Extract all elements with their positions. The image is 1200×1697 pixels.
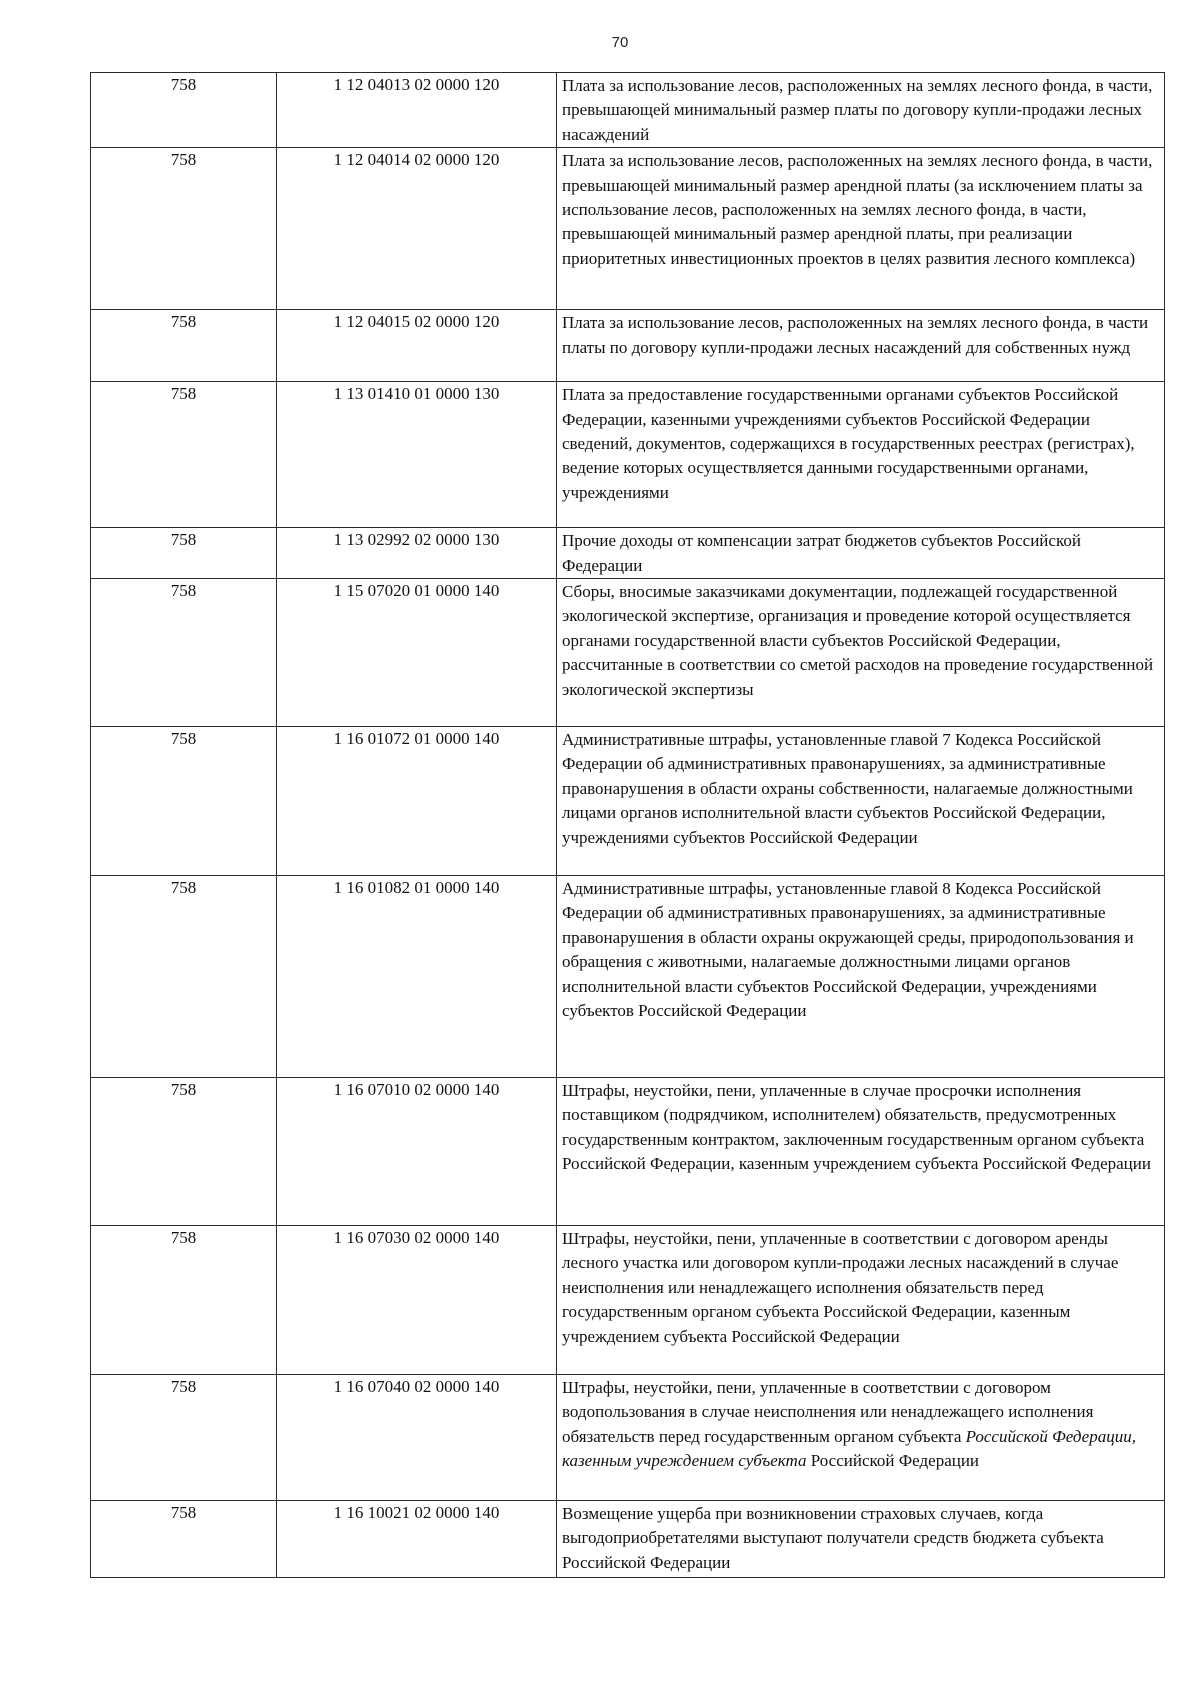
revenue-name-cell: Плата за предоставление государственными органами субъектов Российской Федерации, казенными учреждениями субъектов Российской Федерации сведений, документов, содержащихся в государственных реестрах (регистрах), ведение которых осуществляется данными государственными органами, учреждениями bbox=[557, 382, 1165, 528]
table-row bbox=[91, 579, 1165, 727]
table-row bbox=[91, 148, 1165, 310]
revenue-code-cell: 1 13 02992 02 0000 130 bbox=[277, 528, 557, 579]
admin-code-cell: 758 bbox=[91, 1501, 277, 1578]
revenue-codes-table bbox=[90, 72, 1165, 1578]
table-row bbox=[91, 310, 1165, 382]
revenue-name-tail: Российской Федерации bbox=[806, 1451, 980, 1471]
revenue-name-lead: Штрафы, неустойки, пени, уплаченные в соответствии с договором водопользования в случае неисполнения или ненадлежащего исполнения обязательств перед государственным органом субъекта bbox=[562, 1378, 1094, 1446]
admin-code-cell: 758 bbox=[91, 382, 277, 528]
revenue-code-cell: 1 16 01082 01 0000 140 bbox=[277, 876, 557, 1078]
table-row bbox=[91, 1501, 1165, 1578]
admin-code-cell: 758 bbox=[91, 579, 277, 727]
revenue-name-cell bbox=[557, 1375, 1165, 1501]
admin-code-cell: 758 bbox=[91, 310, 277, 382]
table-row bbox=[91, 1078, 1165, 1226]
table-row bbox=[91, 1375, 1165, 1501]
admin-code-cell: 758 bbox=[91, 1226, 277, 1375]
revenue-code-cell: 1 12 04014 02 0000 120 bbox=[277, 148, 557, 310]
admin-code-cell: 758 bbox=[91, 876, 277, 1078]
admin-code-cell: 758 bbox=[91, 528, 277, 579]
revenue-code-cell: 1 13 01410 01 0000 130 bbox=[277, 382, 557, 528]
table-row bbox=[91, 73, 1165, 148]
revenue-name-cell: Административные штрафы, установленные главой 7 Кодекса Российской Федерации об административных правонарушениях, за административные правонарушения в области охраны собственности, налагаемые должностными лицами органов исполнительной власти субъектов Российской Федерации, учреждениями субъектов Российской Федерации bbox=[557, 727, 1165, 876]
revenue-name-cell: Прочие доходы от компенсации затрат бюджетов субъектов Российской Федерации bbox=[557, 528, 1165, 579]
admin-code-cell: 758 bbox=[91, 727, 277, 876]
table-row bbox=[91, 1226, 1165, 1375]
table-row bbox=[91, 382, 1165, 528]
revenue-name-cell: Плата за использование лесов, расположенных на землях лесного фонда, в части платы по договору купли-продажи лесных насаждений для собственных нужд bbox=[557, 310, 1165, 382]
revenue-code-cell: 1 16 10021 02 0000 140 bbox=[277, 1501, 557, 1578]
page-number: 70 bbox=[611, 34, 629, 51]
revenue-code-cell: 1 16 07030 02 0000 140 bbox=[277, 1226, 557, 1375]
revenue-code-cell: 1 16 07010 02 0000 140 bbox=[277, 1078, 557, 1226]
table-row bbox=[91, 727, 1165, 876]
revenue-code-cell: 1 16 07040 02 0000 140 bbox=[277, 1375, 557, 1501]
revenue-name-cell: Возмещение ущерба при возникновении страховых случаев, когда выгодоприобретателями выступают получатели средств бюджета субъекта Российской Федерации bbox=[557, 1501, 1165, 1578]
admin-code-cell: 758 bbox=[91, 1078, 277, 1226]
revenue-code-cell: 1 15 07020 01 0000 140 bbox=[277, 579, 557, 727]
revenue-name-italic: Российской Федерации, казенным учреждением субъекта bbox=[562, 1426, 1136, 1471]
revenue-name-cell: Штрафы, неустойки, пени, уплаченные в случае просрочки исполнения поставщиком (подрядчиком, исполнителем) обязательств, предусмотренных государственным контрактом, заключенным государственным органом субъекта Российской Федерации, казенным учреждением субъекта Российской Федерации bbox=[557, 1078, 1165, 1226]
revenue-name-cell: Сборы, вносимые заказчиками документации, подлежащей государственной экологической экспертизе, организация и проведение которой осуществляется органами государственной власти субъектов Российской Федерации, рассчитанные в соответствии со сметой расходов на проведение государственной экологической экспертизы bbox=[557, 579, 1165, 727]
admin-code-cell: 758 bbox=[91, 148, 277, 310]
revenue-name-cell: Плата за использование лесов, расположенных на землях лесного фонда, в части, превышающей минимальный размер платы по договору купли-продажи лесных насаждений bbox=[557, 73, 1165, 148]
table-row bbox=[91, 876, 1165, 1078]
revenue-name-cell: Плата за использование лесов, расположенных на землях лесного фонда, в части, превышающей минимальный размер арендной платы (за исключением платы за использование лесов, расположенных на землях лесного фонда, в части, превышающей минимальный размер арендной платы, при реализации приоритетных инвестиционных проектов в целях развития лесного комплекса) bbox=[557, 148, 1165, 310]
table-row bbox=[91, 528, 1165, 579]
revenue-code-cell: 1 12 04013 02 0000 120 bbox=[277, 73, 557, 148]
admin-code-cell: 758 bbox=[91, 1375, 277, 1501]
revenue-code-cell: 1 16 01072 01 0000 140 bbox=[277, 727, 557, 876]
revenue-code-cell: 1 12 04015 02 0000 120 bbox=[277, 310, 557, 382]
revenue-name-cell: Штрафы, неустойки, пени, уплаченные в соответствии с договором аренды лесного участка или договором купли-продажи лесных насаждений в случае неисполнения или ненадлежащего исполнения обязательств перед государственным органом субъекта Российской Федерации, казенным учреждением субъекта Российской Федерации bbox=[557, 1226, 1165, 1375]
revenue-name-cell: Административные штрафы, установленные главой 8 Кодекса Российской Федерации об административных правонарушениях, за административные правонарушения в области охраны окружающей среды, природопользования и обращения с животными, налагаемые должностными лицами органов исполнительной власти субъектов Российской Федерации, учреждениями субъектов Российской Федерации bbox=[557, 876, 1165, 1078]
admin-code-cell: 758 bbox=[91, 73, 277, 148]
